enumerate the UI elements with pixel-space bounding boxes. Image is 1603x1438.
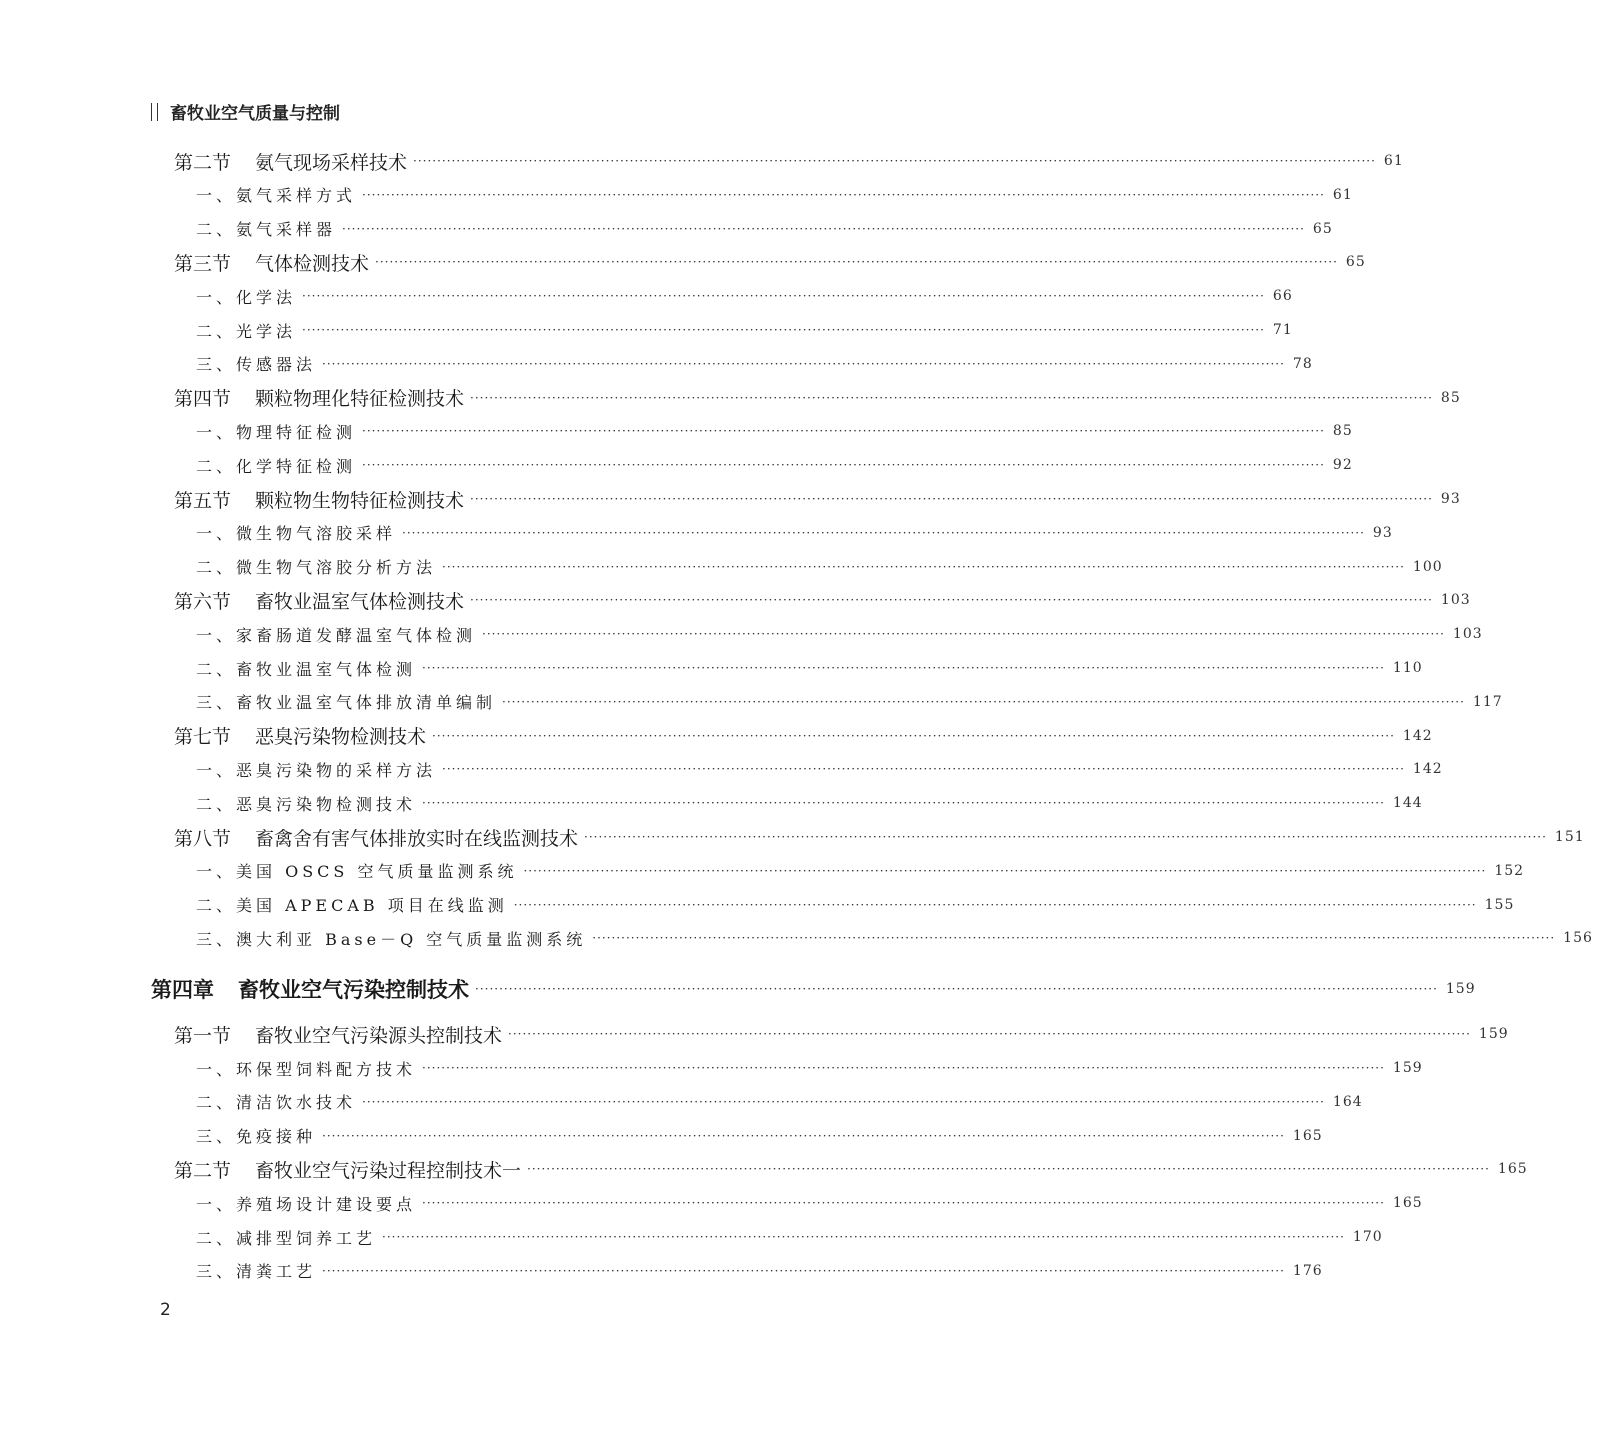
toc-entry-section[interactable] [0,484,1461,514]
toc-page-number: 155 [1484,896,1515,913]
toc-page-number: 65 [1312,220,1333,237]
dot-leader: ········································································································································································································ [382,1230,1345,1244]
dot-leader: ········································································································································································································ [470,492,1433,506]
toc-entry-title [196,1192,416,1215]
toc-entry-label: 一、美国 OSCS 空气质量监测系统 [196,862,518,882]
toc-entry-title [174,722,426,749]
toc-entry-label: 一、环保型饲料配方技术 [196,1059,417,1079]
toc-entry-label: 一、物理特征检测 [196,422,357,442]
toc-entry-number: 第七节 [174,726,232,749]
toc-entry-title [174,384,464,411]
dot-leader: ········································································································································································································ [322,356,1285,371]
toc-page-number: 151 [1554,829,1585,845]
toc-entry-title [196,555,436,578]
dot-leader: ········································································································································································································ [362,1094,1325,1109]
toc-page-number: 93 [1372,524,1393,541]
toc-entry-section[interactable] [0,721,1433,751]
toc-entry-label: 二、氨气采样器 [196,220,337,240]
toc-page-number: 100 [1412,558,1443,575]
dot-leader: ········································································································································································································ [402,525,1365,540]
toc-page-number: 165 [1292,1127,1323,1144]
page-number: 2 [160,1300,171,1320]
toc-page-number: 156 [1563,930,1593,947]
toc-page-number: 78 [1292,355,1313,372]
toc-page-number: 92 [1332,457,1353,474]
dot-leader: ········································································································································································································ [413,154,1376,168]
toc-entry-title [196,859,517,882]
toc-entry-title [196,352,316,375]
toc-page-number: 103 [1452,626,1483,643]
toc-entry-title [196,1090,356,1113]
toc-entry-title [174,249,369,276]
toc-page-number: 164 [1332,1093,1363,1110]
toc-entry-label: 一、氨气采样方式 [196,186,357,206]
toc-entry-item[interactable] [0,856,1525,886]
toc-entry-title [196,792,416,815]
toc-entry-label: 一、化学法 [196,287,297,307]
toc-entry-label: 畜禽舍有害气体排放实时在线监测技术 [255,827,579,850]
toc-entry-number: 第六节 [174,590,232,613]
toc-entry-item[interactable] [0,214,1333,244]
toc-entry-title [196,521,396,544]
dot-leader: ········································································································································································································ [302,289,1265,304]
toc-entry-label: 恶臭污染物检测技术 [255,726,427,749]
toc-entry-number: 第二节 [174,1159,232,1182]
toc-entry-title [196,183,356,206]
dot-leader: ········································································································································································································ [592,931,1556,946]
header-bar-icon [151,103,158,121]
dot-leader: ········································································································································································································ [513,897,1477,912]
book-title: 畜牧业空气质量与控制 [170,104,340,124]
toc-entry-chapter[interactable] [0,969,1476,1009]
toc-entry-label: 一、恶臭污染物的采样方法 [196,760,437,780]
toc-entry-label: 二、美国 APECAB 项目在线监测 [196,896,508,916]
toc-entry-title [196,1259,316,1282]
toc-entry-label: 三、澳大利亚 Base－Q 空气质量监测系统 [196,929,587,949]
toc-entry-label: 一、养殖场设计建设要点 [196,1194,417,1214]
dot-leader: ········································································································································································································ [362,424,1325,439]
toc-entry-title [196,893,508,916]
toc-entry-title [196,657,416,680]
toc-page-number: 61 [1383,153,1404,169]
toc-page-number: 110 [1392,660,1423,676]
toc-entry-label: 二、微生物气溶胶分析方法 [196,558,437,578]
toc-entry-item[interactable] [0,416,1353,446]
toc-entry-title [174,1021,502,1048]
toc-entry-label: 畜牧业空气污染过程控制技术一 [255,1159,522,1182]
dot-leader: ········································································································································································································ [470,390,1433,405]
toc-entry-label: 颗粒物理化特征检测技术 [255,388,465,411]
running-header [151,99,340,124]
toc-entry-item[interactable] [0,788,1423,818]
toc-entry-title [174,824,578,851]
toc-entry-item[interactable] [0,552,1443,582]
toc-page-number: 159 [1392,1060,1423,1076]
toc-entry-label: 一、微生物气溶胶采样 [196,524,397,544]
dot-leader: ········································································································································································································ [322,1263,1285,1278]
toc-entry-section[interactable] [0,1019,1509,1049]
toc-entry-title [174,148,407,175]
toc-page-number: 65 [1345,254,1366,271]
toc-entry-item[interactable] [0,923,1593,953]
toc-entry-number: 第一节 [174,1024,232,1047]
toc-page-number: 176 [1292,1262,1323,1279]
toc-entry-number: 第三节 [174,252,232,275]
dot-leader: ········································································································································································································ [475,982,1438,997]
dot-leader: ········································································································································································································ [362,187,1325,202]
toc-entry-item[interactable] [0,754,1443,784]
toc-entry-label: 畜牧业空气污染控制技术 [238,978,469,1003]
toc-page-number: 93 [1440,491,1461,507]
dot-leader: ········································································································································································································ [442,762,1405,777]
toc-page-number: 170 [1352,1229,1383,1245]
toc-entry-item[interactable] [0,890,1515,920]
toc-entry-title [196,319,296,342]
toc-entry-item[interactable] [0,1256,1323,1286]
toc-entry-label: 气体检测技术 [255,252,370,275]
toc-entry-section[interactable] [0,247,1366,277]
toc-entry-label: 二、化学特征检测 [196,456,357,476]
toc-entry-number: 第四节 [174,388,232,411]
toc-entry-label: 畜牧业空气污染源头控制技术 [255,1024,503,1047]
toc-entry-item[interactable] [0,1222,1383,1252]
toc-page-number: 117 [1472,693,1503,710]
toc-page-number: 103 [1440,592,1471,609]
toc-entry-item[interactable] [0,619,1483,649]
dot-leader: ········································································································································································································ [442,559,1405,574]
toc-entry-number: 第二节 [174,151,232,174]
toc-entry-label: 二、清洁饮水技术 [196,1093,357,1113]
toc-entry-title [196,1057,416,1080]
toc-page-number: 85 [1440,389,1461,406]
toc-entry-item[interactable] [0,349,1313,379]
toc-entry-title [196,1124,316,1147]
toc-entry-item[interactable] [0,1053,1423,1083]
toc-entry-label: 二、恶臭污染物检测技术 [196,794,417,814]
toc-entry-title [196,454,356,477]
toc-entry-section[interactable] [0,383,1461,413]
toc-entry-number: 第五节 [174,489,232,512]
toc-entry-label: 氨气现场采样技术 [255,151,408,174]
toc-page-number: 165 [1497,1161,1528,1178]
toc-entry-section[interactable] [0,822,1585,852]
toc-page-number: 71 [1272,322,1293,338]
toc-entry-title [196,1226,376,1249]
toc-page-number: 66 [1272,288,1293,305]
toc-entry-title [174,486,464,513]
dot-leader: ········································································································································································································ [422,796,1385,811]
toc-entry-section[interactable] [0,146,1404,176]
toc-page-number: 142 [1402,727,1433,744]
toc-page-number: 144 [1392,795,1423,812]
toc-entry-label: 三、传感器法 [196,355,317,375]
toc-page-number: 165 [1392,1195,1423,1212]
dot-leader: ········································································································································································································ [375,255,1338,270]
toc-page-number: 85 [1332,423,1353,440]
toc-entry-number: 第八节 [174,827,232,850]
toc-entry-label: 三、畜牧业温室气体排放清单编制 [196,693,497,713]
toc-entry-title [196,758,436,781]
dot-leader: ········································································································································································································ [422,1061,1385,1075]
toc-entry-title [196,285,296,308]
toc-page-number: 152 [1494,862,1525,879]
toc-entry-title [151,974,469,1004]
toc-entry-title [196,623,476,646]
toc-entry-item[interactable] [0,315,1293,345]
dot-leader: ········································································································································································································ [422,661,1385,675]
toc-entry-label: 颗粒物生物特征检测技术 [255,489,465,512]
dot-leader: ········································································································································································································ [508,1027,1471,1042]
toc-entry-title [196,927,586,950]
toc-entry-number: 第四章 [151,978,214,1003]
toc-entry-item[interactable] [0,653,1423,683]
toc-entry-item[interactable] [0,1087,1363,1117]
toc-entry-item[interactable] [0,518,1393,548]
toc-entry-item[interactable] [0,180,1353,210]
dot-leader: ········································································································································································································ [527,1162,1490,1177]
toc-entry-label: 二、光学法 [196,321,297,341]
toc-page-number: 159 [1445,981,1476,998]
toc-page-number: 159 [1478,1026,1509,1043]
toc-entry-title [196,217,336,240]
toc-entry-item[interactable] [0,281,1293,311]
toc-entry-title [196,690,496,713]
toc-entry-label: 二、减排型饲养工艺 [196,1228,377,1248]
dot-leader: ········································································································································································································ [362,458,1325,473]
toc-entry-title [174,1156,521,1183]
dot-leader: ········································································································································································································ [302,323,1265,337]
toc-page-number: 142 [1412,761,1443,778]
toc-entry-item[interactable] [0,687,1503,717]
toc-entry-section[interactable] [0,585,1471,615]
dot-leader: ········································································································································································································ [432,728,1395,743]
toc-entry-label: 畜牧业温室气体检测技术 [255,590,465,613]
dot-leader: ········································································································································································································ [584,830,1547,844]
toc-entry-item[interactable] [0,1121,1323,1151]
toc-entry-title [174,587,464,614]
dot-leader: ········································································································································································································ [342,221,1305,236]
toc-entry-label: 三、清粪工艺 [196,1262,317,1282]
dot-leader: ········································································································································································································ [523,863,1487,878]
toc-page-number: 61 [1332,186,1353,203]
toc-entry-section[interactable] [0,1154,1528,1184]
toc-entry-item[interactable] [0,450,1353,480]
toc-entry-title [196,420,356,443]
dot-leader: ········································································································································································································ [322,1128,1285,1143]
toc-entry-label: 三、免疫接种 [196,1127,317,1147]
dot-leader: ········································································································································································································ [482,627,1445,642]
toc-entry-item[interactable] [0,1188,1423,1218]
dot-leader: ········································································································································································································ [502,694,1465,709]
toc-entry-label: 一、家畜肠道发酵温室气体检测 [196,625,477,645]
toc-entry-label: 二、畜牧业温室气体检测 [196,659,417,679]
dot-leader: ········································································································································································································ [470,593,1433,608]
dot-leader: ········································································································································································································ [422,1196,1385,1211]
